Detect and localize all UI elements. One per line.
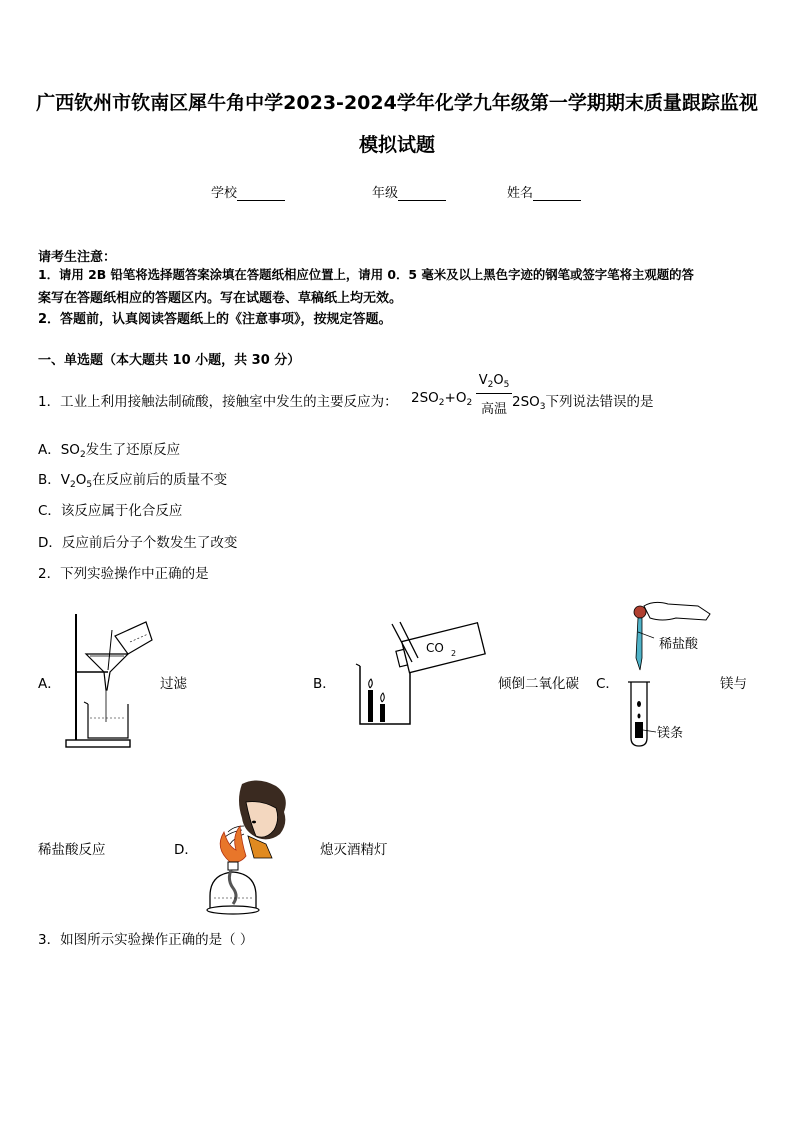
q1-option-a: A．$SO_2$发生了还原反应: [38, 442, 181, 460]
q2-option-a-text: 过滤: [160, 676, 187, 692]
q2-option-a-letter: A．: [38, 676, 61, 692]
notice-line2: 2．答题前，认真阅读答题纸上的《注意事项》，按规定答题。: [38, 312, 392, 327]
paper-title-line1: 广西钦州市钦南区犀牛角中学2023-2024学年化学九年级第一学期期末质量跟踪监视: [36, 92, 758, 114]
notice-line1b: 案写在答题纸相应的答题区内。写在试题卷、草稿纸上均无效。: [38, 291, 403, 306]
mg-strip-label: 镁条: [657, 726, 684, 741]
q2-option-c-text: 镁与: [720, 676, 747, 692]
q1-equation-left: $2SO_2+O_2$: [411, 390, 473, 408]
q2-option-c-letter: C．: [596, 676, 619, 692]
q1-option-d: D．反应前后分子个数发生了改变: [38, 535, 238, 551]
name-label: 姓名: [507, 186, 534, 201]
name-field: [507, 182, 581, 201]
grade-label: 年级: [372, 186, 399, 201]
name-blank: [533, 186, 581, 201]
q2-option-d-text: 熄灭酒精灯: [320, 842, 388, 858]
school-blank: [237, 186, 285, 201]
school-field: [211, 182, 285, 201]
blow-lamp-figure: [200, 778, 310, 918]
q2-option-b-letter: B．: [313, 676, 336, 692]
q2-option-c-text2: 稀盐酸反应: [38, 842, 106, 858]
q2-option-b-text: 倾倒二氧化碳: [498, 676, 579, 692]
q1-option-c: C．该反应属于化合反应: [38, 503, 183, 519]
grade-blank: [398, 186, 446, 201]
co2-label-main: CO: [426, 641, 444, 655]
q1-option-b: B．$V_2O_5$在反应前后的质量不变: [38, 472, 228, 490]
section-heading: 一、单选题（本大题共 10 小题，共 30 分）: [38, 353, 301, 368]
notice-line1a: 1．请用 2B 铅笔将选择题答案涂填在答题纸相应位置上，请用 0．5 毫米及以上黑色字迹的钢笔或签字笔将主观题的答: [38, 267, 694, 282]
dilute-hcl-label: 稀盐酸: [659, 637, 699, 652]
pour-co2-figure: [350, 618, 490, 730]
q2-option-d-letter: D．: [174, 842, 198, 858]
grade-field: [372, 182, 446, 201]
q1-catalyst: $V_2O_5$: [478, 373, 510, 390]
q2-stem: 2．下列实验操作中正确的是: [38, 566, 209, 582]
q1-reaction-bar: [476, 393, 512, 394]
co2-label-sub: 2: [451, 649, 457, 658]
q1-condition: 高温: [480, 402, 507, 417]
notice-heading: 请考生注意：: [38, 250, 117, 265]
q1-equation-right: $2SO_3$下列说法错误的是: [512, 394, 654, 412]
filtration-figure: [60, 610, 156, 750]
q1-stem: 1．工业上利用接触法制硫酸，接触室中发生的主要反应为：: [38, 394, 398, 410]
paper-title-line2: 模拟试题: [358, 134, 435, 156]
school-label: 学校: [211, 186, 238, 201]
q3-stem: 3．如图所示实验操作正确的是（ ）: [38, 932, 254, 948]
dropper-tube-figure: [624, 598, 734, 748]
